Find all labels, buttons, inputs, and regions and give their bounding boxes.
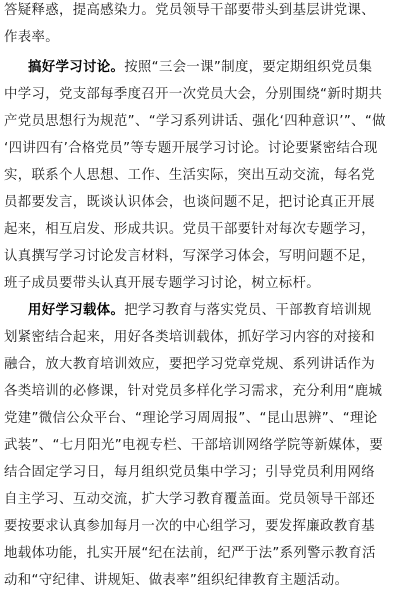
text-line: 自主学习、互动交流，扩大学习教育覆盖面。党员领导干部还 <box>4 492 375 507</box>
text-line-first <box>28 298 372 324</box>
text-line: 起来，相互启发、形成共识。党员干部要针对每次专题学习， <box>4 222 375 237</box>
text-line: 党建”微信公众平台、“理论学习周周报”、“昆山思辨”、“理论 <box>4 411 378 426</box>
text-line: 员都要发言，既谈认识体会，也谈问题不足，把讨论真正开展 <box>4 195 375 210</box>
text-line: 动和“守纪律、讲规矩、做表率”组织纪律教育主题活动。 <box>4 573 349 588</box>
text-line: 地载体功能，扎实开展“纪在法前，纪严于法”系列警示教育活 <box>4 546 376 561</box>
text-line: ‘四讲四有’合格党员”等专题开展学习讨论。讨论要紧密结合现 <box>4 141 378 156</box>
paragraph-heading: 用好学习载体。 <box>28 303 125 318</box>
text-line: 结合固定学习日，每月组织党员集中学习；引导党员利用网络 <box>4 465 375 480</box>
text-line: 各类培训的必修课，针对党员多样化学习需求，充分利用“鹿城 <box>4 384 383 399</box>
text-run: 把学习教育与落实党员、干部教育培训规 <box>124 303 372 318</box>
text-line: 融合，放大教育培训效应，要把学习党章党规、系列讲话作为 <box>4 357 375 372</box>
text-line: 答疑释惑，提高感染力。党员领导干部要带头到基层讲党课、 <box>4 3 375 18</box>
text-line: 要按要求认真参加每月一次的中心组学习，要发挥廉政教育基 <box>4 519 375 534</box>
text-line: 中学习，党支部每季度召开一次党员大会，分别围绕“新时期共 <box>4 87 383 102</box>
text-line: 班子成员要带头认真开展专题学习讨论，树立标杆。 <box>4 276 321 291</box>
text-line-first <box>28 55 372 81</box>
text-line: 作表率。 <box>4 30 59 45</box>
text-line: 认真撰写学习讨论发言材料，写深学习体会，写明问题不足， <box>4 249 375 264</box>
text-run: 按照“三会一课”制度，要定期组织党员集 <box>124 60 373 75</box>
text-line: 划紧密结合起来，用好各类培训载体，抓好学习内容的对接和 <box>4 330 375 345</box>
text-line: 武装”、“七月阳光”电视专栏、干部培训网络学院等新媒体，要 <box>4 438 384 453</box>
text-line: 实，联系个人思想、工作、生活实际，突出互动交流，每名党 <box>4 168 375 183</box>
text-line: 产党员思想行为规范”、“学习系列讲话、强化‘四种意识’”、“做 <box>4 114 386 129</box>
paragraph-heading: 搞好学习讨论。 <box>28 60 125 75</box>
